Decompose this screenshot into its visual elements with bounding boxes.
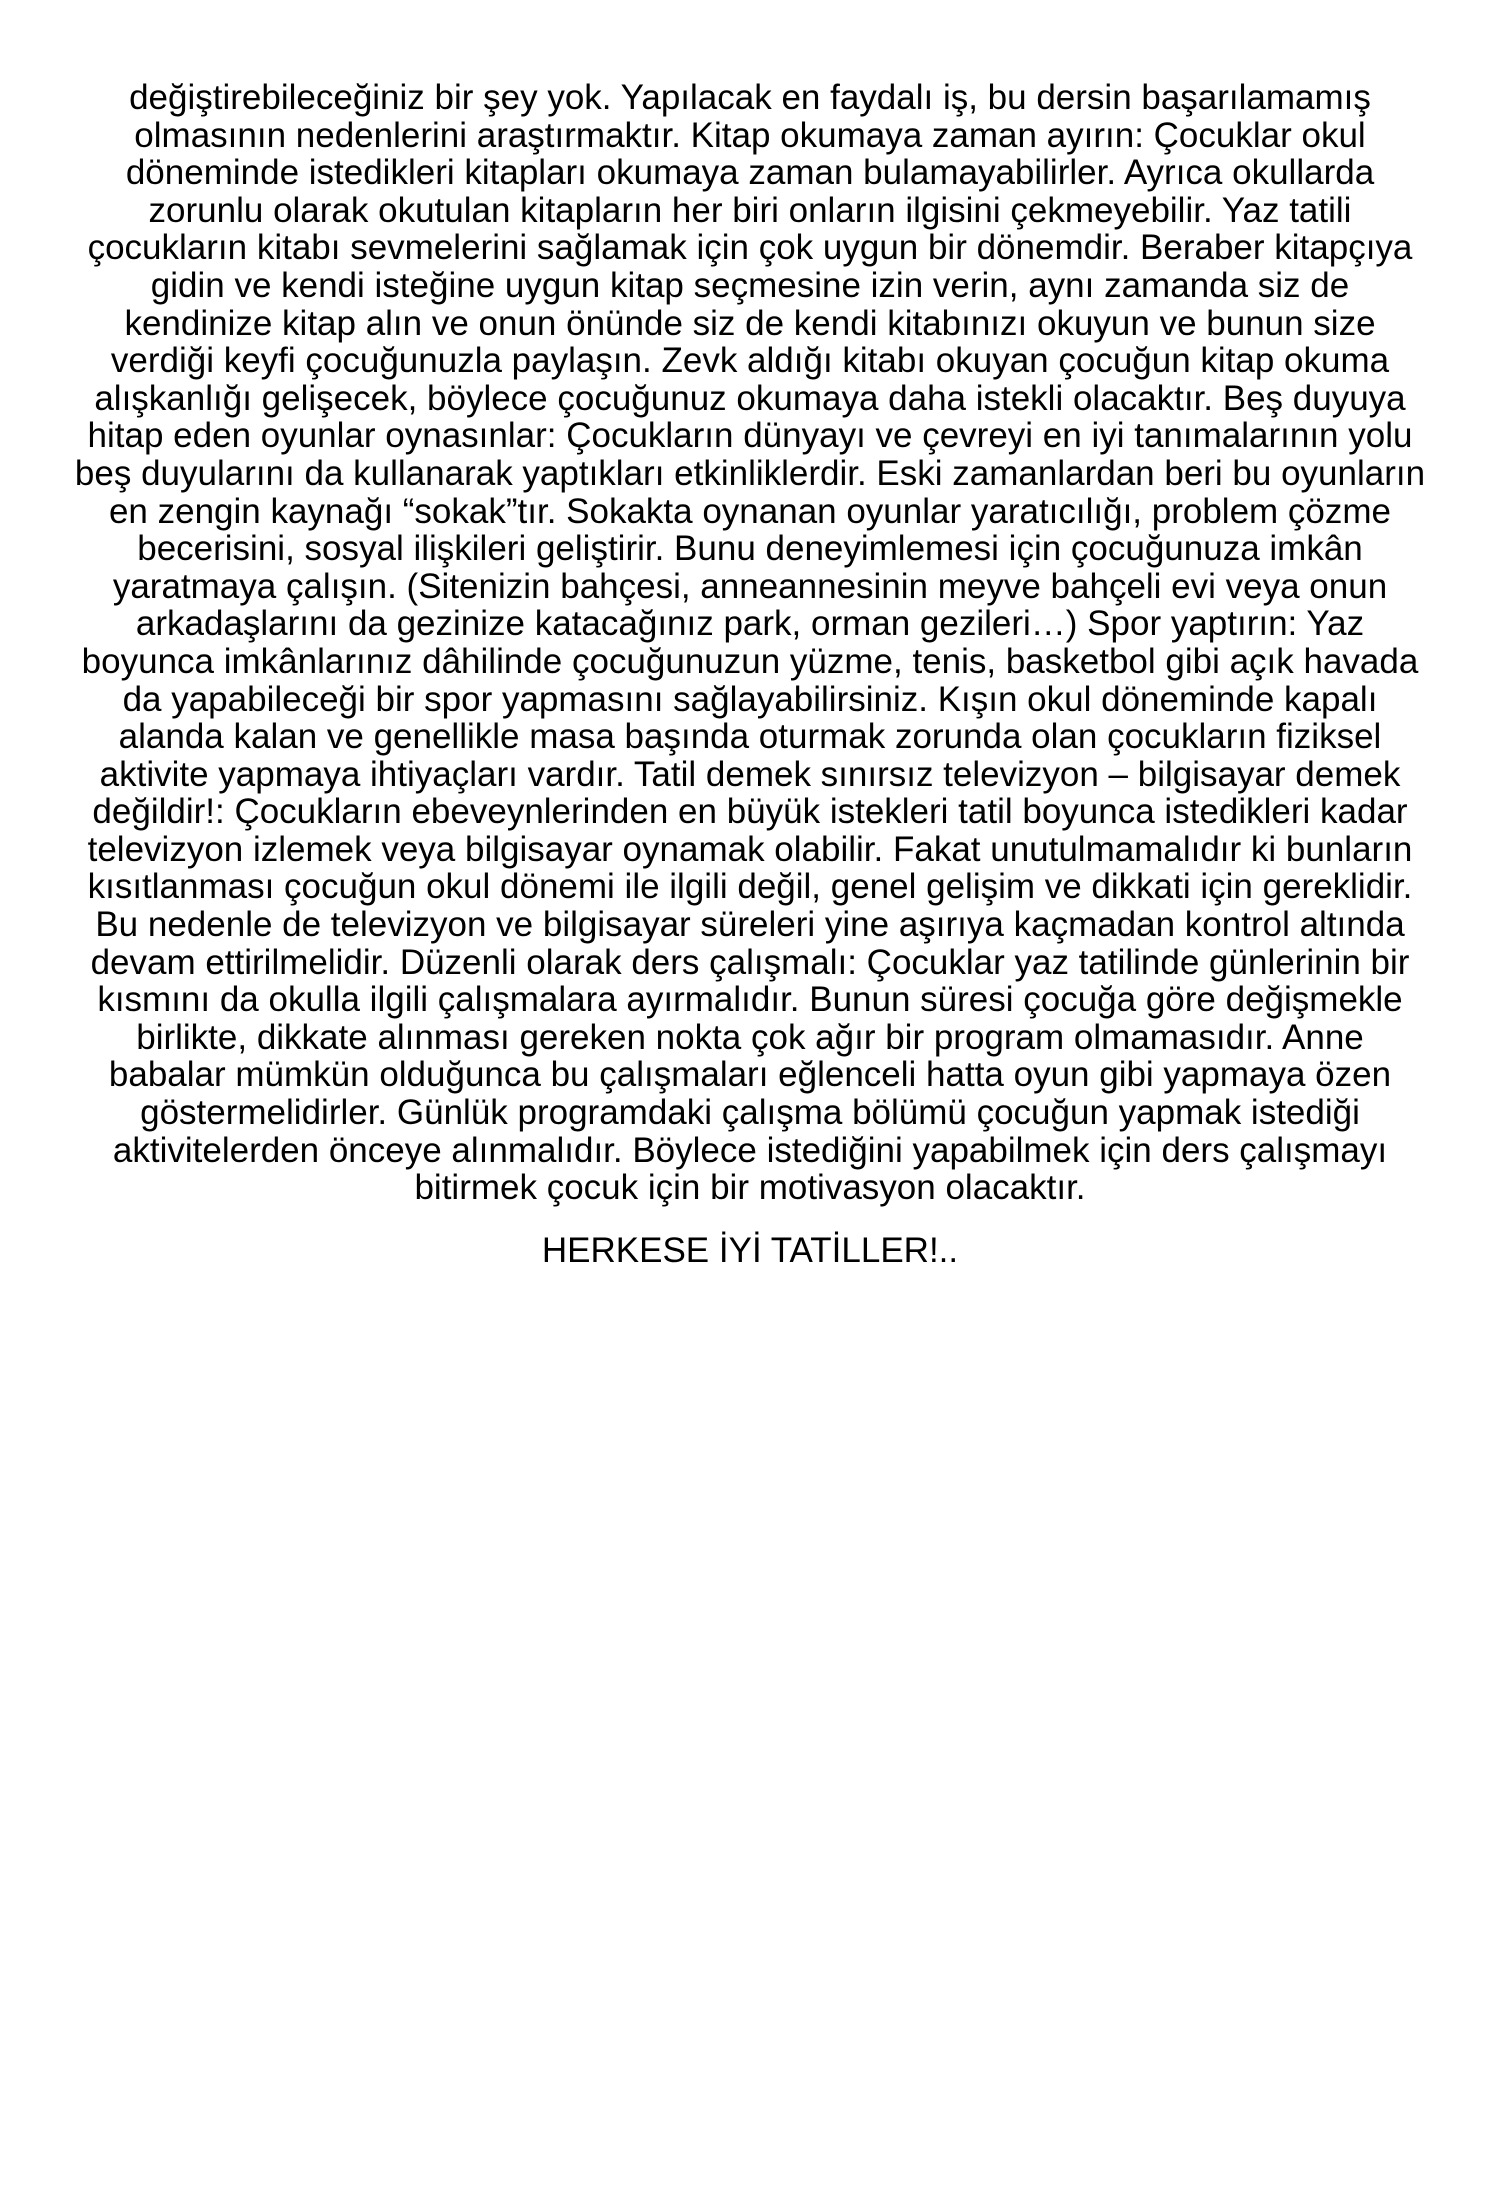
text-line: babalar mümkün olduğunca bu çalışmaları eğlenceli hatta oyun gibi yapmaya özen <box>108 1055 1392 1095</box>
paragraph <box>0 79 1500 1207</box>
text-line: döneminde istedikleri kitapları okumaya zaman bulamayabilirler. Ayrıca okullarda <box>125 153 1375 193</box>
text-line: çocukların kitabı sevmelerini sağlamak için çok uygun bir dönemdir. Beraber kitapçıya <box>87 228 1413 268</box>
text-line: yaratmaya çalışın. (Sitenizin bahçesi, anneannesinin meyve bahçeli evi veya onun <box>112 566 1388 606</box>
text-line: gidin ve kendi isteğine uygun kitap seçmesine izin verin, aynı zamanda siz de <box>150 265 1350 305</box>
text-line: değildir!: Çocukların ebeveynlerinden en büyük istekleri tatil boyunca istedikleri kadar <box>92 792 1408 832</box>
text-line: Bu nedenle de televizyon ve bilgisayar süreleri yine aşırıya kaçmadan kontrol altında <box>95 905 1405 945</box>
text-line: göstermelidirler. Günlük programdaki çalışma bölümü çocuğun yapmak istediği <box>140 1093 1360 1133</box>
text-line: birlikte, dikkate alınması gereken nokta çok ağır bir program olmamasıdır. Anne <box>136 1017 1364 1057</box>
text-line: en zengin kaynağı “sokak”tır. Sokakta oynanan oyunlar yaratıcılığı, problem çözme <box>108 491 1392 531</box>
text-line: boyunca imkânlarınız dâhilinde çocuğunuzun yüzme, tenis, basketbol gibi açık havada <box>81 641 1419 681</box>
text-line: becerisini, sosyal ilişkileri geliştirir. Bunu deneyimlemesi için çocuğunuza imkân <box>137 529 1363 569</box>
text-line: da yapabileceği bir spor yapmasını sağlayabilirsiniz. Kışın okul döneminde kapalı <box>122 679 1378 719</box>
text-line: devam ettirilmelidir. Düzenli olarak ders çalışmalı: Çocuklar yaz tatilinde günlerinin bir <box>90 942 1410 982</box>
text-line: kısmını da okulla ilgili çalışmalara ayırmalıdır. Bunun süresi çocuğa göre değişmekle <box>97 980 1403 1020</box>
text-line: alanda kalan ve genellikle masa başında oturmak zorunda olan çocukların fiziksel <box>118 717 1382 757</box>
text-line: televizyon izlemek veya bilgisayar oynamak olabilir. Fakat unutulmamalıdır ki bunların <box>87 829 1413 869</box>
closing-line: HERKESE İYİ TATİLLER!.. <box>541 1230 959 1270</box>
text-line: hitap eden oyunlar oynasınlar: Çocukların dünyayı ve çevreyi en iyi tanımalarının yolu <box>87 416 1413 456</box>
text-line: kısıtlanması çocuğun okul dönemi ile ilgili değil, genel gelişim ve dikkati için gereklidir. <box>87 867 1413 907</box>
text-line: bitirmek çocuk için bir motivasyon olacaktır. <box>414 1168 1086 1208</box>
text-line: beş duyularını da kullanarak yaptıkları etkinliklerdir. Eski zamanlardan beri bu oyunların <box>74 453 1426 493</box>
text-line: arkadaşlarını da gezinize katacağınız park, orman gezileri…) Spor yaptırın: Yaz <box>135 604 1365 644</box>
text-line: olmasının nedenlerini araştırmaktır. Kitap okumaya zaman ayırın: Çocuklar okul <box>134 115 1366 155</box>
text-line: verdiği keyfi çocuğunuzla paylaşın. Zevk aldığı kitabı okuyan çocuğun kitap okuma <box>110 341 1390 381</box>
text-line: kendinize kitap alın ve onun önünde siz de kendi kitabınızı okuyun ve bunun size <box>124 303 1376 343</box>
text-line: zorunlu olarak okutulan kitapların her biri onların ilgisini çekmeyebilir. Yaz tatili <box>148 190 1352 230</box>
text-line: aktivite yapmaya ihtiyaçları vardır. Tatil demek sınırsız televizyon – bilgisayar demek <box>99 754 1401 794</box>
text-line: değiştirebileceğiniz bir şey yok. Yapılacak en faydalı iş, bu dersin başarılamamış <box>129 78 1371 117</box>
text-line: alışkanlığı gelişecek, böylece çocuğunuz okumaya daha istekli olacaktır. Beş duyuya <box>94 378 1406 418</box>
text-line: aktivitelerden önceye alınmalıdır. Böylece istediğini yapabilmek için ders çalışmayı <box>112 1130 1388 1170</box>
